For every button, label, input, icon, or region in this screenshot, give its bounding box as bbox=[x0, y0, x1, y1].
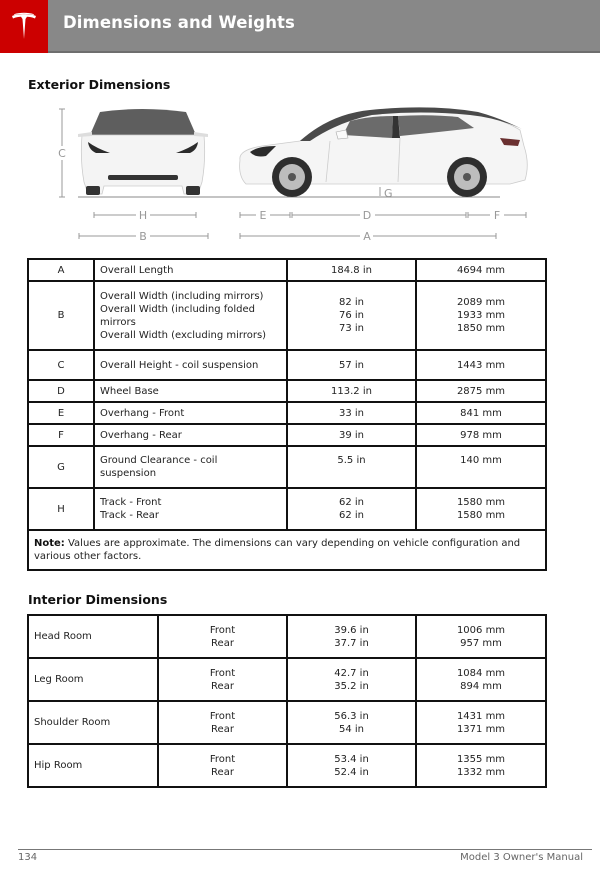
table-row bbox=[28, 424, 546, 446]
car-side-view bbox=[240, 107, 528, 197]
row-inches: 39 in bbox=[287, 424, 416, 446]
exterior-dimensions-table bbox=[27, 258, 547, 571]
row-millimeters: 1006 mm 957 mm bbox=[416, 615, 546, 658]
row-key: D bbox=[28, 380, 94, 402]
row-key: E bbox=[28, 402, 94, 424]
note-label: Note: bbox=[34, 538, 65, 549]
tesla-logo-icon bbox=[10, 12, 38, 42]
table-row bbox=[28, 701, 546, 744]
seat-position: Front Rear bbox=[158, 744, 287, 787]
table-row bbox=[28, 281, 546, 350]
svg-text:F: F bbox=[493, 209, 501, 222]
svg-text:G: G bbox=[384, 187, 393, 200]
exterior-dimensions-diagram bbox=[0, 100, 600, 250]
row-millimeters: 1431 mm 1371 mm bbox=[416, 701, 546, 744]
row-key: F bbox=[28, 424, 94, 446]
row-inches: 33 in bbox=[287, 402, 416, 424]
row-description: Track - Front Track - Rear bbox=[94, 488, 287, 530]
measurement-name: Head Room bbox=[28, 615, 158, 658]
row-millimeters: 140 mm bbox=[416, 446, 546, 488]
interior-dimensions-table bbox=[27, 614, 547, 788]
row-key: C bbox=[28, 350, 94, 380]
row-description: Overall Width (including mirrors) Overall Width (including folded mirrors Overall Width (excluding mirrors) bbox=[94, 281, 287, 350]
page-header bbox=[0, 0, 600, 53]
svg-text:B: B bbox=[139, 230, 147, 243]
row-description: Ground Clearance - coil suspension bbox=[94, 446, 287, 488]
row-description: Overall Height - coil suspension bbox=[94, 350, 287, 380]
page-number: 134 bbox=[18, 852, 38, 863]
measurement-name: Leg Room bbox=[28, 658, 158, 701]
row-inches: 57 in bbox=[287, 350, 416, 380]
row-millimeters: 4694 mm bbox=[416, 259, 546, 281]
row-description: Overall Length bbox=[94, 259, 287, 281]
measurement-name: Shoulder Room bbox=[28, 701, 158, 744]
row-millimeters: 2875 mm bbox=[416, 380, 546, 402]
row-millimeters: 841 mm bbox=[416, 402, 546, 424]
svg-text:C: C bbox=[58, 147, 66, 160]
footer-divider bbox=[18, 849, 592, 850]
table-row bbox=[28, 744, 546, 787]
row-millimeters: 2089 mm 1933 mm 1850 mm bbox=[416, 281, 546, 350]
row-description: Overhang - Front bbox=[94, 402, 287, 424]
note-text: Values are approximate. The dimensions can vary depending on vehicle configuration and various other factors. bbox=[34, 538, 521, 562]
row-millimeters: 1084 mm 894 mm bbox=[416, 658, 546, 701]
svg-text:H: H bbox=[138, 209, 148, 222]
row-millimeters: 1443 mm bbox=[416, 350, 546, 380]
seat-position: Front Rear bbox=[158, 615, 287, 658]
row-inches: 184.8 in bbox=[287, 259, 416, 281]
row-millimeters: 1580 mm 1580 mm bbox=[416, 488, 546, 530]
measurement-name: Hip Room bbox=[28, 744, 158, 787]
table-row bbox=[28, 446, 546, 488]
logo-block bbox=[0, 0, 48, 53]
note-cell bbox=[28, 530, 546, 570]
row-inches: 39.6 in 37.7 in bbox=[287, 615, 416, 658]
svg-text:E: E bbox=[259, 209, 267, 222]
row-inches: 113.2 in bbox=[287, 380, 416, 402]
table-row bbox=[28, 350, 546, 380]
row-key: G bbox=[28, 446, 94, 488]
table-row bbox=[28, 615, 546, 658]
note-row bbox=[28, 530, 546, 570]
table-row bbox=[28, 380, 546, 402]
exterior-dimensions-heading: Exterior Dimensions bbox=[28, 77, 171, 92]
interior-dimensions-heading: Interior Dimensions bbox=[28, 592, 168, 607]
row-inches: 56.3 in 54 in bbox=[287, 701, 416, 744]
manual-title: Model 3 Owner's Manual bbox=[460, 852, 583, 863]
table-row bbox=[28, 402, 546, 424]
row-millimeters: 1355 mm 1332 mm bbox=[416, 744, 546, 787]
table-row bbox=[28, 658, 546, 701]
row-inches: 82 in 76 in 73 in bbox=[287, 281, 416, 350]
table-row bbox=[28, 259, 546, 281]
car-front-view bbox=[78, 109, 208, 195]
row-millimeters: 978 mm bbox=[416, 424, 546, 446]
row-inches: 42.7 in 35.2 in bbox=[287, 658, 416, 701]
row-key: A bbox=[28, 259, 94, 281]
seat-position: Front Rear bbox=[158, 658, 287, 701]
row-inches: 5.5 in bbox=[287, 446, 416, 488]
row-key: B bbox=[28, 281, 94, 350]
row-key: H bbox=[28, 488, 94, 530]
car-dimension-illustration bbox=[0, 100, 600, 250]
page-title: Dimensions and Weights bbox=[63, 13, 295, 32]
seat-position: Front Rear bbox=[158, 701, 287, 744]
table-row bbox=[28, 488, 546, 530]
svg-text:D: D bbox=[362, 209, 372, 222]
row-inches: 53.4 in 52.4 in bbox=[287, 744, 416, 787]
row-description: Wheel Base bbox=[94, 380, 287, 402]
row-description: Overhang - Rear bbox=[94, 424, 287, 446]
row-inches: 62 in 62 in bbox=[287, 488, 416, 530]
svg-text:A: A bbox=[363, 230, 371, 243]
